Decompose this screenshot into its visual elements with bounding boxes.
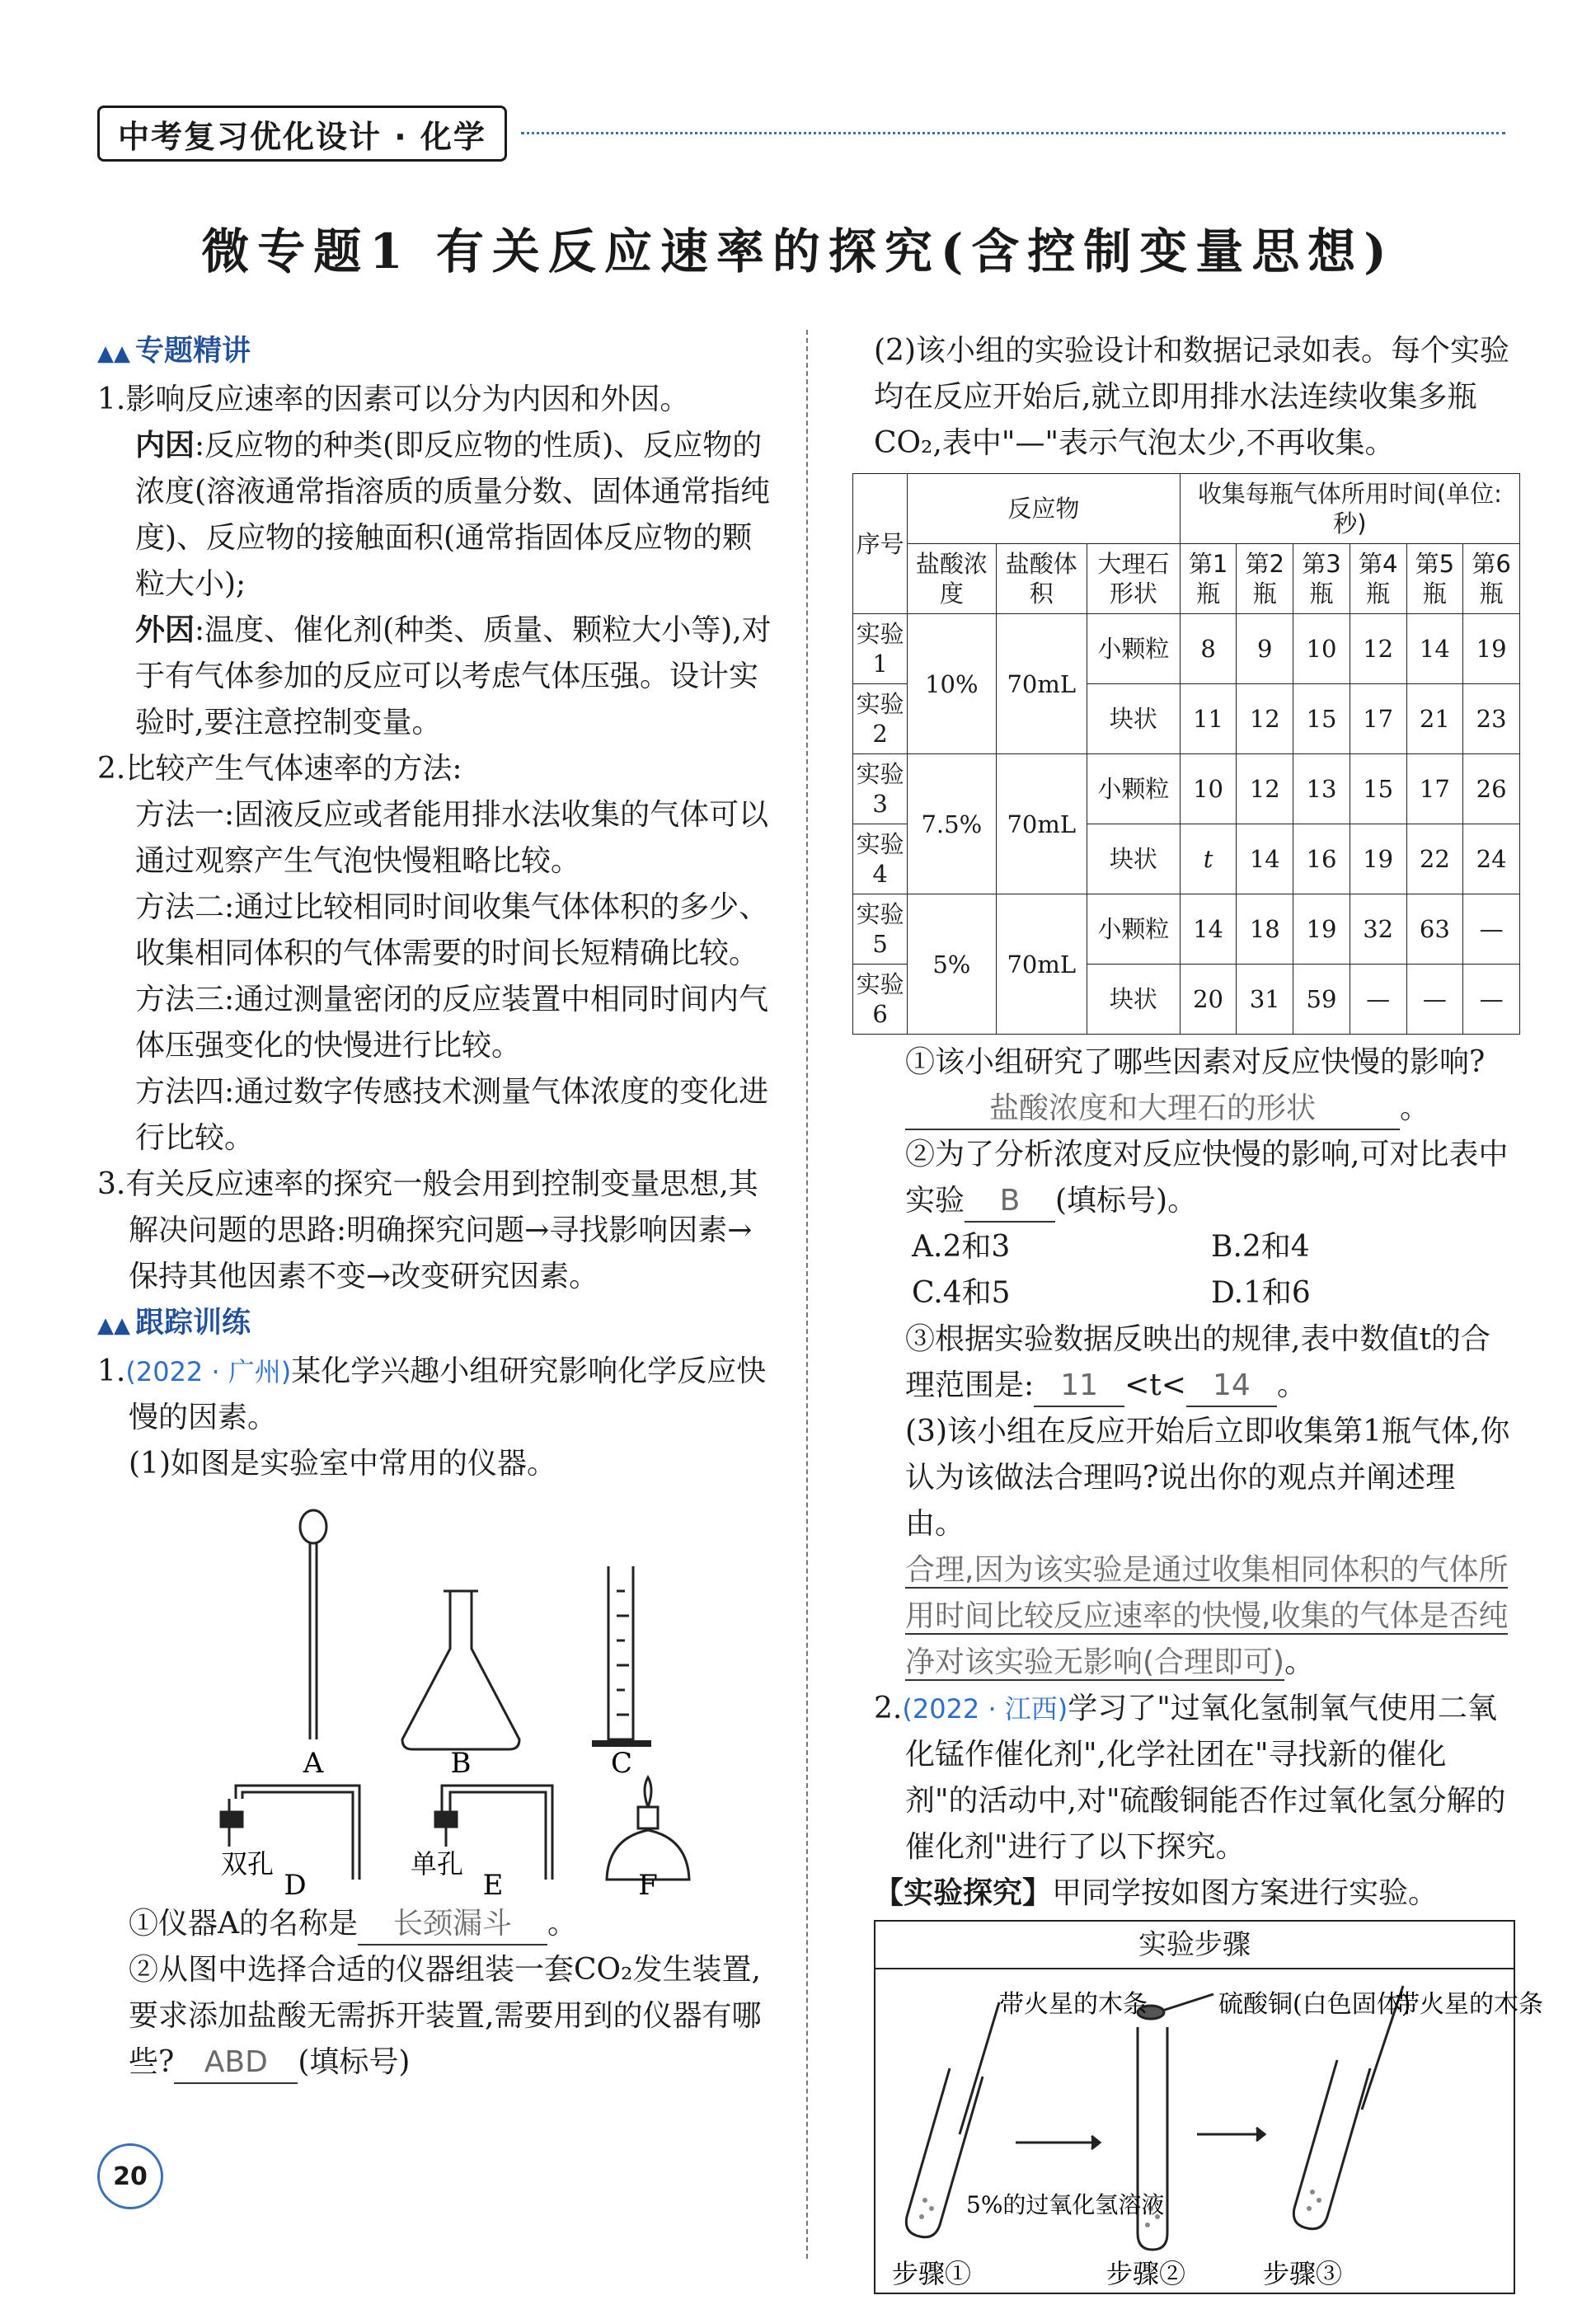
experiment-table [852, 473, 1520, 1035]
answer-blank: 14 [1186, 1366, 1277, 1407]
question-1: 1.(2022 · 广州)某化学兴趣小组研究影响化学反应快慢的因素。 [97, 1354, 767, 1434]
table-cell: 块状 [1087, 824, 1181, 894]
table-cell: 实验1 [853, 614, 908, 684]
table-header-row [853, 544, 1520, 614]
table-row [853, 614, 1520, 684]
question-2-iii: ③根据实验数据反映出的规律,表中数值t的合理范围是: 11 <t< 14 。 [874, 1317, 1510, 1409]
answer-blank: ABD [174, 2043, 298, 2084]
column-divider [806, 330, 808, 2259]
table-cell: 21 [1406, 684, 1463, 754]
table-cell: 16 [1293, 824, 1350, 894]
table-cell: — [1406, 965, 1463, 1035]
option-b: B.2和4 [1211, 1230, 1310, 1264]
table-cell: 24 [1463, 824, 1520, 894]
table-cell: 14 [1406, 614, 1463, 684]
table-cell: 12 [1237, 754, 1293, 824]
splint-label-2: 带火星的木条 [1395, 1990, 1543, 2019]
options-row [874, 1224, 1510, 1270]
apparatus-drawing [97, 1492, 773, 1902]
table-cell: 32 [1350, 894, 1406, 965]
table-cell: 12 [1350, 614, 1406, 684]
table-cell: 59 [1293, 965, 1350, 1035]
point-3: 3.有关反应速率的探究一般会用到控制变量思想,其解决问题的思路:明确探究问题→寻找影响因素→保持其他因素不变→改变研究因素。 [97, 1167, 758, 1293]
table-cell: 实验5 [853, 894, 908, 965]
answer-blank: B [965, 1181, 1055, 1223]
section-heading: ▲▲ 跟踪训练 [97, 1307, 251, 1340]
table-cell: 15 [1293, 684, 1350, 754]
table-cell: 实验2 [853, 684, 908, 754]
table-cell: 12 [1237, 684, 1293, 754]
answer-blank: 11 [1034, 1366, 1124, 1407]
table-cell: 10 [1180, 754, 1237, 824]
answer-blank: 盐酸浓度和大理石的形状 [905, 1089, 1400, 1130]
table-row [853, 754, 1520, 824]
point-1: 1.影响反应速率的因素可以分为内因和外因。 [97, 383, 690, 416]
table-cell: 11 [1180, 684, 1237, 754]
label-e: E [482, 1869, 504, 1902]
question-2-ii: ②为了分析浓度对反应快慢的影响,可对比表中实验 B (填标号)。 [874, 1132, 1510, 1224]
table-header-cell: 序号 [853, 474, 908, 614]
question-2-i: ①该小组研究了哪些因素对反应快慢的影响? [905, 1045, 1486, 1079]
experiment-steps-box [874, 1920, 1543, 2294]
method-2: 方法二:通过比较相同时间收集气体体积的多少、收集相同体积的气体需要的时间长短精确比较。 [135, 890, 769, 970]
section-heading: ▲▲ 专题精讲 [97, 335, 251, 368]
header-dotted-rule [521, 132, 1505, 134]
table-header-cell: 第5瓶 [1406, 544, 1463, 614]
table-cell: 31 [1237, 965, 1293, 1035]
table-cell: 19 [1463, 614, 1520, 684]
table-cell: 26 [1463, 754, 1520, 824]
table-header-cell: 第1瓶 [1180, 544, 1237, 614]
triangles-icon: ▲▲ [97, 341, 130, 366]
table-cell: 14 [1180, 894, 1237, 965]
table-cell: 块状 [1087, 965, 1181, 1035]
table-cell: 17 [1350, 684, 1406, 754]
page-number: 20 [97, 2143, 163, 2209]
table-cell: 8 [1180, 614, 1237, 684]
question-3-answer: 合理,因为该实验是通过收集相同体积的气体所用时间比较反应速率的快慢,收集的气体是否纯净对该实验无影响(合理即可)。 [905, 1553, 1509, 1679]
experiment-prompt: 【实验探究】甲同学按如图方案进行实验。 [874, 1876, 1439, 1910]
question-2: 2.(2022 · 江西)学习了"过氧化氢制氧气使用二氧化锰作催化剂",化学社团在"寻找新的催化剂"的活动中,对"硫酸铜能否作过氧化氢分解的催化剂"进行了以下探究。 [874, 1692, 1506, 1864]
table-row [853, 894, 1520, 965]
label-double-hole: 双孔 [221, 1848, 275, 1880]
table-header-cell: 第4瓶 [1350, 544, 1406, 614]
method-1: 方法一:固液反应或者能用排水法收集的气体可以通过观察产生气泡快慢粗略比较。 [135, 798, 769, 878]
step-3-label: 步骤③ [1263, 2258, 1343, 2289]
table-cell: 块状 [1087, 684, 1181, 754]
table-cell: — [1350, 965, 1406, 1035]
table-cell: t [1180, 824, 1237, 894]
left-column [97, 328, 773, 2086]
step-2-label: 步骤② [1106, 2258, 1186, 2289]
inner-factors: 内因:反应物的种类(即反应物的性质)、反应物的浓度(溶液通常指溶质的质量分数、固体通常指纯度)、反应物的接触面积(通常指固体反应物的颗粒大小); [135, 429, 771, 601]
steps-drawing [875, 1969, 1543, 2293]
table-cell: 15 [1350, 754, 1406, 824]
table-header-cell: 第3瓶 [1293, 544, 1350, 614]
option-d: D.1和6 [1211, 1276, 1311, 1310]
table-cell: 19 [1293, 894, 1350, 965]
table-cell: 10% [908, 614, 996, 754]
table-cell: 22 [1406, 824, 1463, 894]
method-3: 方法三:通过测量密闭的反应装置中相同时间内气体压强变化的快慢进行比较。 [135, 983, 769, 1063]
table-cell: 70mL [996, 894, 1087, 1035]
table-header-cell: 第6瓶 [1463, 544, 1520, 614]
table-cell: 20 [1180, 965, 1237, 1035]
table-header-cell: 反应物 [908, 474, 1181, 544]
table-cell: 18 [1237, 894, 1293, 965]
label-a: A [303, 1747, 324, 1780]
method-4: 方法四:通过数字传感技术测量气体浓度的变化进行比较。 [135, 1075, 769, 1155]
table-header-row [853, 474, 1520, 544]
table-cell: 17 [1406, 754, 1463, 824]
question-1-part-2: (2)该小组的实验设计和数据记录如表。每个实验均在反应开始后,就立即用排水法连续收集多瓶CO₂,表中"—"表示气泡太少,不再收集。 [874, 334, 1509, 460]
table-header-cell: 大理石形状 [1087, 544, 1181, 614]
label-b: B [450, 1747, 472, 1780]
table-cell: 7.5% [908, 754, 996, 894]
step-1-label: 步骤① [892, 2258, 972, 2289]
outer-factors: 外因:温度、催化剂(种类、质量、颗粒大小等),对于有气体参加的反应可以考虑气体压强。设计实验时,要注意控制变量。 [135, 613, 772, 739]
triangles-icon: ▲▲ [97, 1313, 130, 1338]
point-2: 2.比较产生气体速率的方法: [97, 752, 462, 786]
table-header-cell: 盐酸体积 [996, 544, 1087, 614]
answer-blank: 合理,因为该实验是通过收集相同体积的气体所用时间比较反应速率的快慢,收集的气体是否纯净对该实验无影响(合理即可) [905, 1553, 1509, 1679]
question-1-i: ①仪器A的名称是 长颈漏斗 。 [97, 1901, 773, 1947]
table-cell: 实验6 [853, 965, 908, 1035]
apparatus-figure [97, 1492, 773, 1902]
table-cell: 实验3 [853, 754, 908, 824]
table-cell: 19 [1350, 824, 1406, 894]
table-cell: 实验4 [853, 824, 908, 894]
table-cell: 9 [1237, 614, 1293, 684]
question-1-part-3: (3)该小组在反应开始后立即收集第1瓶气体,你认为该做法合理吗?说出你的观点并阐述理由。 [905, 1415, 1510, 1541]
table-cell: 10 [1293, 614, 1350, 684]
table-cell: — [1463, 965, 1520, 1035]
label-single-hole: 单孔 [411, 1848, 464, 1880]
table-cell: 5% [908, 894, 996, 1035]
book-header: 中考复习优化设计 · 化学 [97, 106, 507, 162]
table-header-cell: 盐酸浓度 [908, 544, 996, 614]
table-cell: 23 [1463, 684, 1520, 754]
table-header-cell: 第2瓶 [1237, 544, 1293, 614]
table-cell: 小颗粒 [1087, 754, 1181, 824]
answer-blank: 长颈漏斗 [358, 1904, 547, 1946]
question-2-i-answer: 盐酸浓度和大理石的形状 。 [874, 1086, 1510, 1132]
steps-title: 实验步骤 [875, 1922, 1514, 1969]
label-d: D [284, 1869, 307, 1902]
page-title: 微专题1 有关反应速率的探究(含控制变量思想) [201, 223, 1395, 279]
question-1-ii: ②从图中选择合适的仪器组装一套CO₂发生装置,要求添加盐酸无需拆开装置,需要用到的仪器有哪些? ABD (填标号) [97, 1947, 773, 2086]
right-column [856, 328, 1543, 2294]
table-header-cell: 收集每瓶气体所用时间(单位:秒) [1180, 474, 1519, 544]
h2o2-label: 5%的过氧化氢溶液 [966, 2191, 1165, 2218]
question-1-part-1: (1)如图是实验室中常用的仪器。 [129, 1447, 556, 1481]
splint-label-1: 带火星的木条 [999, 1990, 1148, 2019]
table-cell: — [1463, 894, 1520, 965]
label-f: F [638, 1869, 658, 1902]
table-cell: 70mL [996, 614, 1087, 754]
table-cell: 13 [1293, 754, 1350, 824]
option-a: A.2和3 [912, 1230, 1011, 1264]
cuso4-label: 硫酸铜(白色固体) [1218, 1990, 1411, 2019]
table-cell: 小颗粒 [1087, 894, 1181, 965]
option-c: C.4和5 [912, 1276, 1011, 1310]
table-cell: 70mL [996, 754, 1087, 894]
table-cell: 小颗粒 [1087, 614, 1181, 684]
table-cell: 14 [1237, 824, 1293, 894]
label-c: C [610, 1747, 633, 1780]
table-cell: 63 [1406, 894, 1463, 965]
options-row [874, 1270, 1510, 1317]
